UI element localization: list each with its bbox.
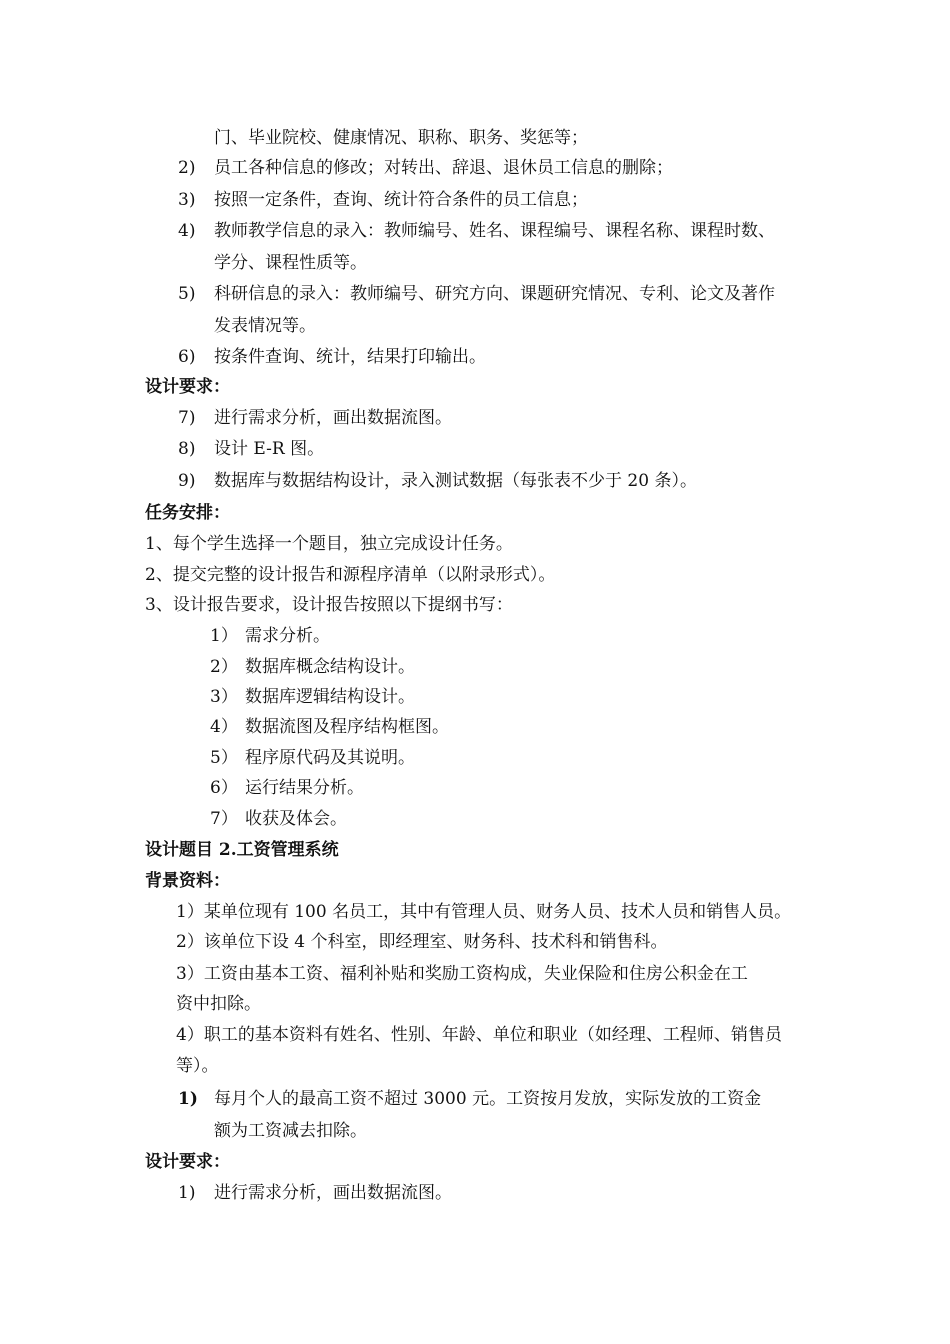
list-item-continuation: 发表情况等。 (214, 316, 316, 336)
outline-item: 数据库逻辑结构设计。 (245, 687, 415, 707)
list-item-continuation: 门、毕业院校、健康情况、职称、职务、奖惩等； (214, 128, 588, 148)
outline-number: 1） (210, 626, 238, 646)
list-number: 4) (178, 221, 196, 241)
outline-item: 数据流图及程序结构框图。 (245, 717, 449, 737)
section-heading: 设计要求： (145, 1152, 230, 1172)
list-item: 数据库与数据结构设计，录入测试数据（每张表不少于 20 条）。 (214, 471, 697, 491)
outline-number: 5） (210, 748, 238, 768)
list-number: 1) (178, 1089, 198, 1109)
list-item: 设计 E-R 图。 (214, 439, 325, 459)
outline-item: 程序原代码及其说明。 (245, 748, 415, 768)
list-number: 8) (178, 439, 196, 459)
list-number: 1) (178, 1183, 196, 1203)
background-item: 3）工资由基本工资、福利补贴和奖励工资构成，失业保险和住房公积金在工 (176, 964, 748, 984)
design-topic-title: 设计题目 2.工资管理系统 (145, 840, 339, 860)
list-item: 进行需求分析，画出数据流图。 (214, 408, 452, 428)
list-item: 每月个人的最高工资不超过 3000 元。工资按月发放，实际发放的工资金 (214, 1089, 762, 1109)
list-number: 2) (178, 158, 196, 178)
list-number: 9) (178, 471, 196, 491)
list-number: 3) (178, 190, 196, 210)
outline-number: 7） (210, 809, 238, 829)
outline-number: 2） (210, 657, 238, 677)
task-item: 2、提交完整的设计报告和源程序清单（以附录形式）。 (145, 565, 556, 585)
list-item-continuation: 额为工资减去扣除。 (214, 1121, 367, 1141)
list-number: 5) (178, 284, 196, 304)
background-item: 4）职工的基本资料有姓名、性别、年龄、单位和职业（如经理、工程师、销售员 (176, 1025, 782, 1045)
background-item: 2）该单位下设 4 个科室，即经理室、财务科、技术科和销售科。 (176, 932, 668, 952)
outline-number: 3） (210, 687, 238, 707)
outline-item: 收获及体会。 (245, 809, 347, 829)
outline-item: 数据库概念结构设计。 (245, 657, 415, 677)
background-item: 1）某单位现有 100 名员工，其中有管理人员、财务人员、技术人员和销售人员。 (176, 902, 792, 922)
outline-number: 4） (210, 717, 238, 737)
task-item: 1、每个学生选择一个题目，独立完成设计任务。 (145, 534, 513, 554)
list-item: 科研信息的录入：教师编号、研究方向、课题研究情况、专利、论文及著作 (214, 284, 775, 304)
list-number: 6) (178, 347, 196, 367)
section-heading: 背景资料： (145, 871, 230, 891)
outline-item: 运行结果分析。 (245, 778, 364, 798)
section-heading: 任务安排： (145, 503, 230, 523)
list-item: 按照一定条件，查询、统计符合条件的员工信息； (214, 190, 588, 210)
background-item-continuation: 资中扣除。 (176, 994, 261, 1014)
outline-number: 6） (210, 778, 238, 798)
list-item: 进行需求分析，画出数据流图。 (214, 1183, 452, 1203)
task-item: 3、设计报告要求，设计报告按照以下提纲书写： (145, 595, 513, 615)
list-item: 教师教学信息的录入：教师编号、姓名、课程编号、课程名称、课程时数、 (214, 221, 775, 241)
background-item-continuation: 等）。 (176, 1056, 219, 1076)
list-item-continuation: 学分、课程性质等。 (214, 253, 367, 273)
outline-item: 需求分析。 (245, 626, 330, 646)
list-item: 按条件查询、统计，结果打印输出。 (214, 347, 486, 367)
list-item: 员工各种信息的修改；对转出、辞退、退休员工信息的删除； (214, 158, 673, 178)
section-heading: 设计要求： (145, 377, 230, 397)
list-number: 7) (178, 408, 196, 428)
